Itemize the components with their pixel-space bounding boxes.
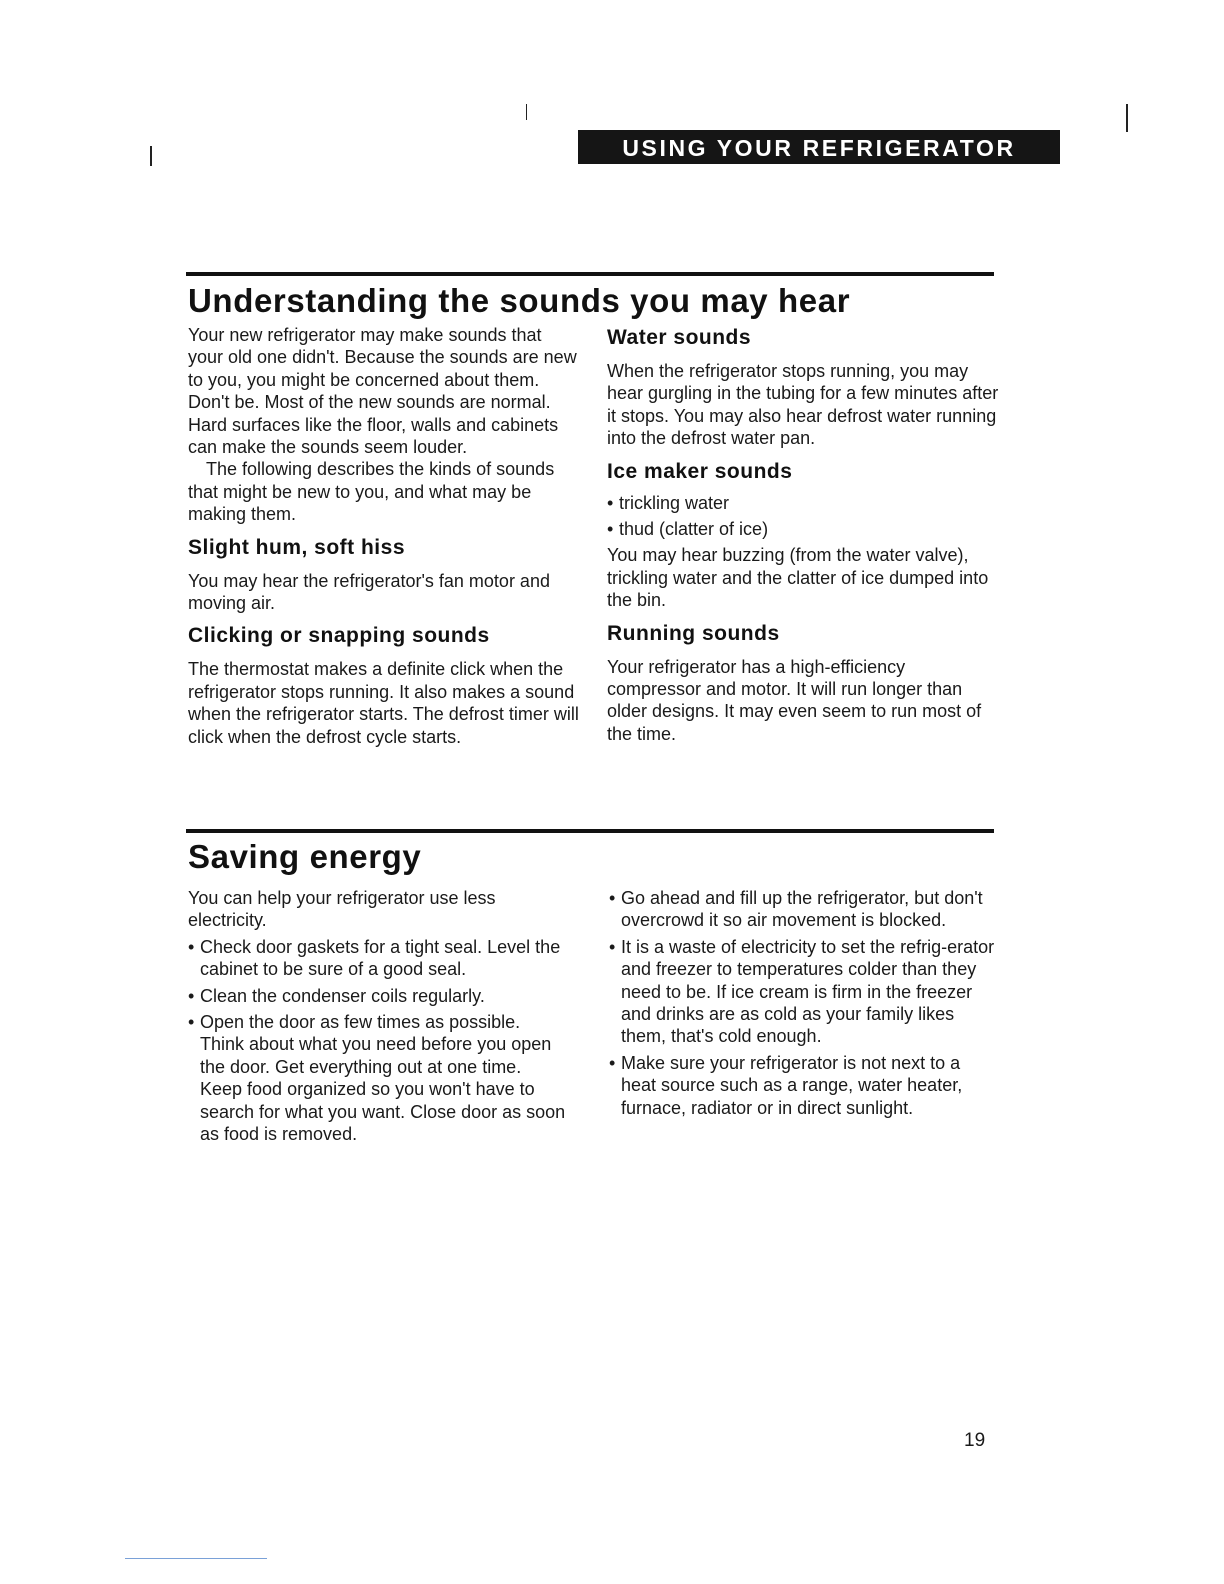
page-number: 19	[964, 1430, 986, 1451]
energy-right-column	[609, 887, 999, 1123]
ice-bullet: • trickling water	[607, 492, 999, 514]
running-heading: Running sounds	[607, 621, 780, 645]
ice-heading: Ice maker sounds	[607, 459, 793, 483]
scan-mark-left	[150, 146, 152, 166]
section-banner	[578, 130, 1060, 164]
section-banner-label: USING YOUR REFRIGERATOR	[622, 134, 1016, 161]
scan-mark-right	[1126, 104, 1128, 132]
scan-mark-center	[526, 104, 527, 120]
sounds-left-column	[188, 324, 580, 748]
energy-tip: • Make sure your refrigerator is not next to a heat source such as a range, water heater, furnace, radiator or in direct sunlight.	[609, 1052, 999, 1119]
section-rule-energy	[186, 829, 994, 833]
energy-right-bullets	[609, 887, 999, 1119]
energy-left-bullets	[188, 936, 568, 1146]
energy-left-column	[188, 887, 568, 1149]
sounds-section-title: Understanding the sounds you may hear	[188, 282, 851, 319]
energy-tip: • It is a waste of electricity to set the refrig-erator and freezer to temperatures colder than they need to be. If ice cream is firm in the freezer and drinks are as cold as your family likes them, that's cold enough.	[609, 936, 999, 1048]
energy-tip: • Open the door as few times as possible. Think about what you need before you open the door. Get everything out at one time. Keep food organized so you won't have to search for what you want. Close door as soon as food is removed.	[188, 1011, 568, 1145]
energy-section-title: Saving energy	[188, 838, 422, 875]
hum-text: You may hear the refrigerator's fan motor and moving air.	[188, 570, 550, 614]
sounds-intro: Your new refrigerator may make sounds that your old one didn't. Because the sounds are new to you, you might be concerned about them. Don't be. Most of the new sounds are normal. Hard surfaces like the floor, walls and cabinets can make the sounds seem louder.	[188, 325, 577, 458]
ice-bullet: • thud (clatter of ice)	[607, 518, 999, 540]
running-text: Your refrigerator has a high-efficiency compressor and motor. It will run longer than older designs. It may even seem to run most of the time.	[607, 656, 982, 744]
footer-line	[125, 1558, 267, 1559]
section-rule-sounds	[186, 272, 994, 276]
clicking-heading: Clicking or snapping sounds	[188, 624, 490, 648]
sounds-intro-2: The following describes the kinds of sounds that might be new to you, and what may be making them.	[188, 459, 555, 525]
water-text: When the refrigerator stops running, you may hear gurgling in the tubing for a few minutes after it stops. You may also hear defrost water running into the defrost water pan.	[607, 361, 999, 449]
ice-text: You may hear buzzing (from the water valve), trickling water and the clatter of ice dumped into the bin.	[607, 545, 989, 611]
hum-heading: Slight hum, soft hiss	[188, 535, 406, 559]
water-heading: Water sounds	[607, 326, 752, 349]
energy-tip: • Go ahead and fill up the refrigerator, but don't overcrowd it so air movement is blocked.	[609, 887, 999, 932]
sounds-right-column	[607, 326, 999, 745]
energy-tip: • Clean the condenser coils regularly.	[188, 985, 568, 1007]
clicking-text: The thermostat makes a definite click when the refrigerator stops running. It also makes a sound when the refrigerator starts. The defrost timer will click when the defrost cycle starts.	[188, 659, 579, 747]
ice-bullet-list	[607, 492, 999, 541]
energy-tip: • Check door gaskets for a tight seal. Level the cabinet to be sure of a good seal.	[188, 936, 568, 981]
energy-intro: You can help your refrigerator use less electricity.	[188, 888, 496, 931]
